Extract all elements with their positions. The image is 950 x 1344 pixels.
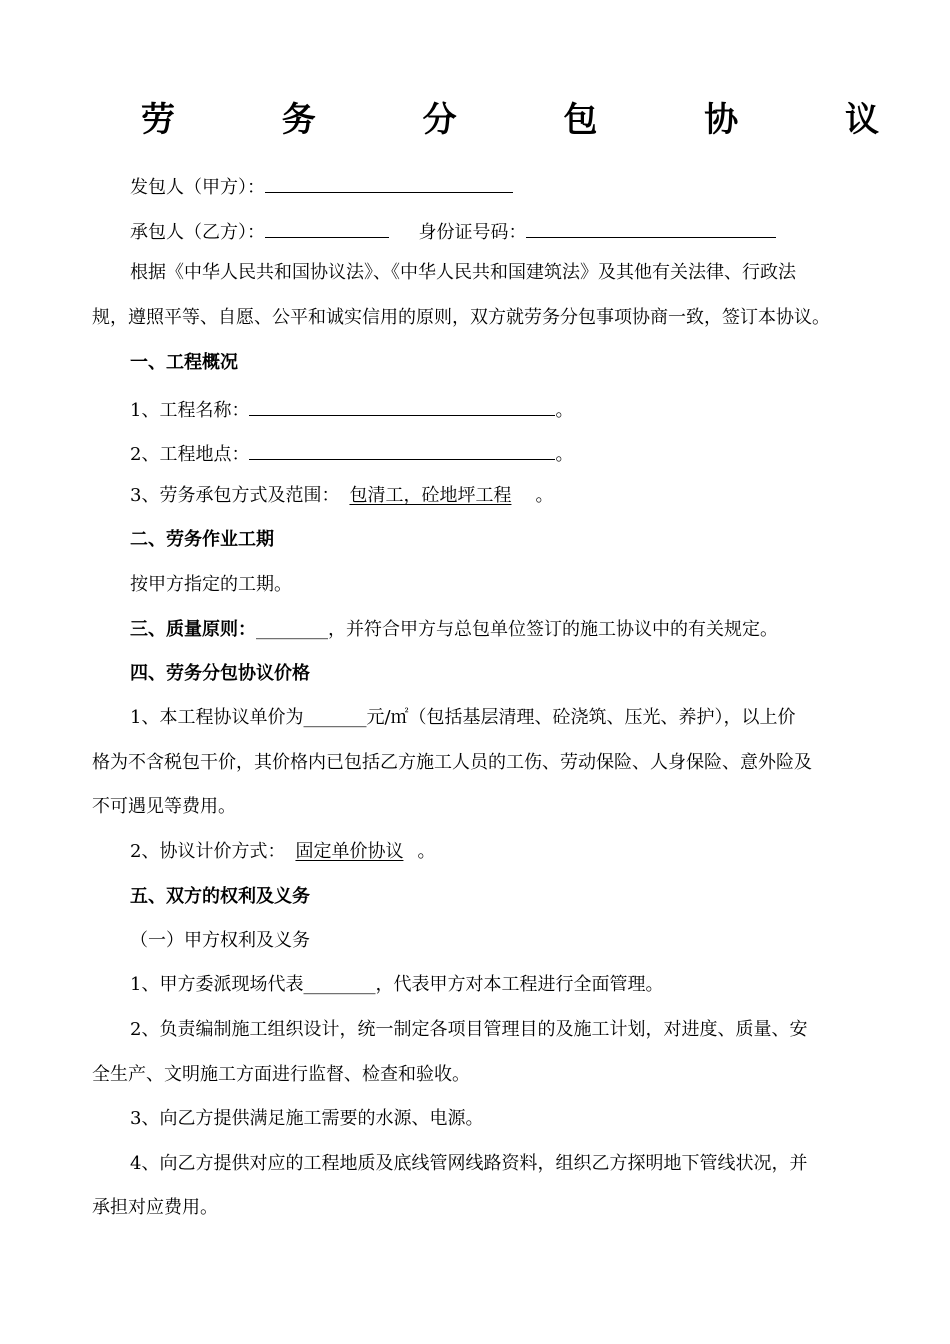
party-a-line (130, 174, 513, 198)
project-name-blank (249, 397, 555, 416)
party-b-line (130, 219, 776, 243)
project-location-line (130, 441, 573, 465)
intro-line-1: 根据《中华人民共和国协议法》、《中华人民共和国建筑法》及其他有关法律、行政法 (130, 262, 796, 283)
unit-price-line-1 (130, 708, 796, 728)
project-location-blank (249, 441, 555, 460)
unit-price-label: 1、本工程协议单价为 (130, 707, 304, 728)
party-a-blank (265, 174, 513, 193)
section-2-heading: 二、劳务作业工期 (130, 529, 274, 550)
pricing-method-label: 2、协议计价方式： (130, 841, 286, 862)
rights-item-4-line-1: 4、向乙方提供对应的工程地质及底线管网线路资料，组织乙方探明地下管线状况，并 (130, 1153, 808, 1174)
party-b-blank (265, 219, 389, 238)
party-a-rights-heading: （一）甲方权利及义务 (130, 930, 310, 951)
title-char: 劳 (141, 100, 175, 140)
period: 。 (417, 841, 436, 862)
id-number-label: 身份证号码： (418, 222, 527, 243)
party-a-label: 发包人（甲方）： (130, 177, 265, 198)
rights-item-3: 3、向乙方提供满足施工需要的水源、电源。 (130, 1108, 484, 1129)
period: 。 (555, 400, 574, 421)
pricing-method-line (130, 842, 435, 862)
contract-scope-label: 3、劳务承包方式及范围： (130, 485, 340, 506)
unit-price-line-3: 不可遇见等费用。 (92, 796, 236, 817)
section-4-heading: 四、劳务分包协议价格 (130, 663, 310, 684)
unit-price-text: 元/㎡（包括基层清理、砼浇筑、压光、养护），以上价 (366, 707, 796, 728)
intro-line-2: 规，遵照平等、自愿、公平和诚实信用的原则，双方就劳务分包事项协商一致，签订本协议。 (92, 307, 830, 328)
rights-item-1 (130, 975, 663, 995)
quality-blank: ________ (256, 619, 328, 640)
pricing-method-value: 固定单价协议 (295, 841, 404, 862)
title-char: 分 (422, 100, 457, 140)
rights-item-2-line-2: 全生产、文明施工方面进行监督、检查和验收。 (92, 1064, 470, 1085)
section-5-heading: 五、双方的权利及义务 (130, 886, 310, 907)
project-location-label: 2、工程地点： (130, 444, 250, 465)
project-name-label: 1、工程名称： (130, 400, 250, 421)
contract-scope-line (130, 486, 553, 506)
document-title (138, 92, 882, 142)
section-2-text: 按甲方指定的工期。 (130, 574, 292, 595)
rights-item-1-text-b: ，代表甲方对本工程进行全面管理。 (375, 974, 664, 995)
id-number-blank (526, 219, 776, 238)
section-1-heading: 一、工程概况 (130, 352, 238, 373)
unit-price-blank: _______ (303, 707, 367, 728)
period: 。 (555, 444, 574, 465)
site-rep-blank: ________ (303, 974, 376, 995)
title-char: 务 (281, 100, 316, 140)
project-name-line (130, 397, 573, 421)
rights-item-2-line-1: 2、负责编制施工组织设计，统一制定各项目管理目的及施工计划，对进度、质量、安 (130, 1019, 808, 1040)
period: 。 (535, 485, 554, 506)
rights-item-4-line-2: 承担对应费用。 (92, 1197, 218, 1218)
section-3-line (130, 620, 778, 640)
title-char: 议 (844, 100, 879, 140)
section-3-text: ，并符合甲方与总包单位签订的施工协议中的有关规定。 (328, 619, 778, 640)
contract-scope-value: 包清工，砼地坪工程 (349, 485, 512, 506)
title-char: 包 (563, 100, 598, 140)
unit-price-line-2: 格为不含税包干价，其价格内已包括乙方施工人员的工伤、劳动保险、人身保险、意外险及 (92, 752, 812, 773)
rights-item-1-text-a: 1、甲方委派现场代表 (130, 974, 304, 995)
party-b-label: 承包人（乙方）： (130, 222, 265, 243)
title-char: 协 (704, 100, 739, 140)
section-3-heading: 三、质量原则： (130, 619, 256, 640)
